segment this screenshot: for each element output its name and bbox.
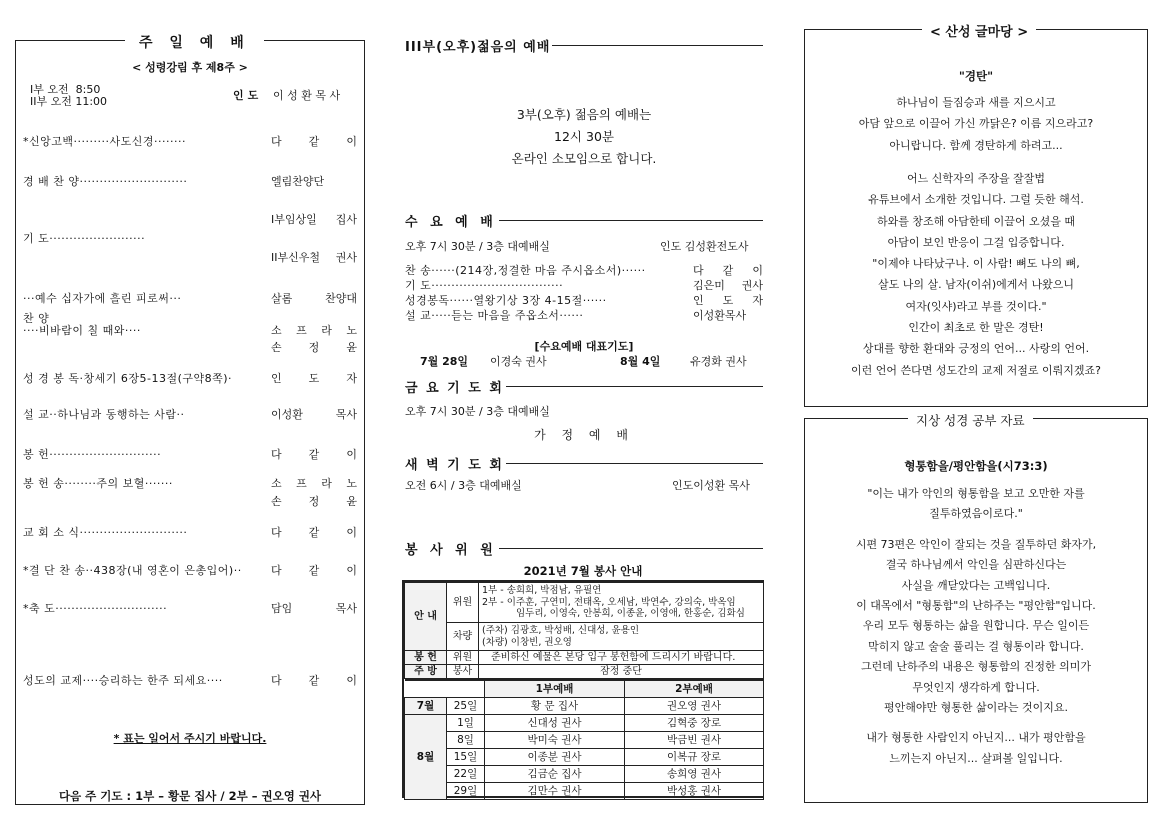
- worship-row: [23, 290, 357, 306]
- guide-member-line: 임두리, 이영숙, 안봉희, 이종윤, 이영애, 한홍순, 김화심: [516, 608, 745, 620]
- worship-row-label: ···예수 십자가에 흘린 피로써···: [23, 292, 182, 305]
- wednesday-row: [405, 307, 763, 323]
- sunday-service-title: 주 일 예 배: [125, 32, 264, 52]
- worship-row-right: 소 프 라 노: [271, 324, 357, 337]
- wednesday-row-label: 성경봉독······열왕기상 3장 4-15절······: [405, 294, 607, 307]
- text-line: 내가 형통한 사람인지 아닌지... 내가 평안함을: [866, 731, 1086, 745]
- service-heading: 2021년 7월 봉사 안내: [523, 564, 643, 578]
- schedule-date: 29일: [447, 782, 485, 799]
- worship-row: [23, 370, 357, 386]
- wednesday-prayer-name-2: 유경화 권사: [690, 355, 747, 368]
- guide-role-members: 위원: [447, 583, 479, 623]
- guide-role-car: 차량: [447, 623, 479, 651]
- worship-row: [23, 446, 357, 462]
- schedule-s1: 이종분 권사: [485, 748, 625, 765]
- worship-row: [23, 173, 357, 189]
- study-heading: 형통함을/평안함을(시73:3): [904, 459, 1048, 473]
- schedule-s2: 박성홍 권사: [625, 782, 764, 799]
- standing-note: * 표는 일어서 주시기 바랍니다.: [113, 732, 267, 745]
- text-line: "이는 내가 악인의 형통함을 보고 오만한 자를: [867, 487, 1085, 500]
- text-line: 느끼는지 아닌지... 살펴볼 일입니다.: [889, 751, 1063, 765]
- schedule-s1: 김만수 권사: [485, 782, 625, 799]
- table-row: [405, 748, 764, 765]
- wednesday-row-right: 이성환목사: [693, 309, 747, 322]
- schedule-date: 15일: [447, 748, 485, 765]
- worship-row: [23, 249, 357, 265]
- wednesday-header: [405, 211, 763, 230]
- service-time-2: II부 오전 11:00: [30, 95, 108, 108]
- wednesday-row: [405, 292, 763, 308]
- schedule-head-1: 1부예배: [485, 680, 625, 697]
- worship-row-right: 이성환 목사: [271, 408, 357, 421]
- worship-row-label: *결 단 찬 송··438장(내 영혼이 은총입어)··: [23, 564, 242, 577]
- worship-row-right: 소 프 라 노: [271, 477, 357, 490]
- worship-row-right: II부신우철 권사: [271, 251, 357, 264]
- worship-row-label: 설 교··하나님과 동행하는 사람··: [23, 408, 185, 421]
- text-line: 아니랍니다. 함께 경탄하게 하려고...: [889, 138, 1063, 152]
- worship-row: [23, 562, 357, 578]
- worship-row-right: 다 같 이: [271, 526, 357, 539]
- worship-row-label: 기 도························: [23, 232, 146, 245]
- text-line: 하나님이 들짐승과 새를 지으시고: [896, 96, 1056, 109]
- text-line: 시편 73편은 악인이 잘되는 것을 질투하던 화자가,: [855, 537, 1097, 551]
- wednesday-time: 오후 7시 30분 / 3층 대예배실: [405, 240, 550, 253]
- worship-row: [23, 322, 357, 338]
- wednesday-prayer-date-2: 8월 4일: [620, 355, 661, 368]
- month-aug: 8월: [405, 714, 447, 799]
- schedule-s2: 권오영 권사: [625, 697, 764, 714]
- text-line: 이런 언어 쓴다면 성도간의 교제 저절로 이뤄지겠죠?: [851, 363, 1101, 377]
- youth-service-title: III부(오후)젊음의 예배: [405, 40, 551, 55]
- dawn-header: [405, 454, 763, 473]
- worship-row-right: 다 같 이: [271, 448, 357, 461]
- schedule-s2: 김혁중 장로: [625, 714, 764, 731]
- wednesday-prayer-title: [수요예배 대표기도]: [534, 340, 634, 353]
- text-line: 평안해야만 형통한 삶이라는 것이지요.: [883, 701, 1068, 714]
- worship-row: [23, 211, 357, 227]
- table-row: [405, 697, 764, 714]
- service-table: [404, 582, 764, 679]
- wednesday-row: [405, 277, 763, 293]
- worship-row-label: 교 회 소 식···························: [23, 526, 188, 539]
- youth-service-notice: [405, 104, 763, 170]
- schedule-table: [404, 679, 764, 800]
- study-title: 지상 성경 공부 자료: [908, 411, 1033, 429]
- wednesday-row-right: 인 도 자: [693, 294, 763, 307]
- poem-heading: "경탄": [958, 69, 994, 83]
- kitchen-role: 봉사: [447, 665, 479, 679]
- schedule-head-2: 2부예배: [625, 680, 764, 697]
- worship-row: [23, 475, 357, 491]
- service-committee-header: [405, 539, 763, 558]
- wednesday-row-label: 찬 송······(214장,정결한 마음 주시옵소서)······: [405, 264, 646, 277]
- worship-row-label: 찬 양: [23, 312, 50, 325]
- text-line: 여자(잇샤)라고 부를 것이다.": [905, 299, 1047, 313]
- schedule-date: 25일: [447, 697, 485, 714]
- schedule-s2: 송희영 권사: [625, 765, 764, 782]
- worship-row-right: 다 같 이: [271, 674, 357, 687]
- text-line: 그런데 난하주의 내용은 형통함의 진정한 의미가: [860, 660, 1091, 674]
- sunday-subtitle: < 성령강림 후 제8주 >: [132, 61, 248, 74]
- worship-row-label: 봉 헌····························: [23, 448, 162, 461]
- text-line: 아담이 보인 반응이 그걸 입증합니다.: [887, 235, 1065, 249]
- worship-row-label: 성도의 교제····승리하는 한주 되세요····: [23, 674, 223, 687]
- worship-row-right: 엘림찬양단: [271, 175, 325, 188]
- worship-row-right: 손 정 윤: [271, 341, 357, 354]
- friday-time: 오후 7시 30분 / 3층 대예배실: [405, 405, 550, 418]
- text-line: 우리 모두 형통하는 삶을 원합니다. 무슨 일이든: [862, 619, 1090, 633]
- leader-name: 이 성 환 목 사: [273, 89, 341, 102]
- offering-role: 위원: [447, 651, 479, 665]
- offering-text: 준비하신 예물은 본당 입구 봉헌함에 드리시기 바랍니다.: [479, 651, 764, 665]
- wednesday-row-right: 다 같 이: [693, 264, 763, 277]
- text-line: 인간이 최초로 한 말은 경탄!: [908, 321, 1044, 334]
- table-row: [405, 714, 764, 731]
- wednesday-prayer-date-1: 7월 28일: [420, 355, 469, 368]
- wednesday-row-label: 설 교·····듣는 마음을 주옵소서······: [405, 309, 584, 322]
- worship-row: [23, 230, 357, 246]
- friday-title: 금 요 기 도 회: [405, 381, 504, 396]
- worship-row: [23, 672, 357, 688]
- worship-row-right: 다 같 이: [271, 564, 357, 577]
- text-line: "이제야 나타났구나. 이 사람! 뼈도 나의 뼈,: [872, 257, 1080, 271]
- wednesday-row-label: 기 도·································: [405, 279, 564, 292]
- wednesday-prayer-name-1: 이경숙 권사: [490, 355, 547, 368]
- worship-row-right: 손 정 윤: [271, 495, 357, 508]
- worship-row-right: 다 같 이: [271, 135, 357, 148]
- youth-line: 온라인 소모임으로 합니다.: [511, 151, 657, 166]
- worship-row-label: *신앙고백·········사도신경········: [23, 135, 186, 148]
- table-row: [405, 782, 764, 799]
- friday-header: [405, 377, 763, 396]
- text-line: 결국 하나님께서 악인을 심판하신다는: [885, 558, 1067, 572]
- text-line: 상대를 향한 환대와 긍정의 언어... 사랑의 언어.: [862, 342, 1090, 356]
- youth-service-header: [405, 36, 763, 55]
- study-body: [804, 485, 1148, 785]
- worship-row-label: *축 도····························: [23, 602, 168, 615]
- schedule-s2: 박금빈 권사: [625, 731, 764, 748]
- worship-row: [23, 524, 357, 540]
- dawn-leader: 인도이성환 목사: [672, 479, 750, 492]
- wednesday-leader: 인도 김성환전도사: [660, 240, 749, 253]
- youth-line: 3부(오후) 젊음의 예배는: [516, 107, 652, 122]
- poem-title: < 산성 글마당 >: [922, 21, 1036, 40]
- worship-row-right: 담임 목사: [271, 602, 357, 615]
- schedule-s2: 이복규 장로: [625, 748, 764, 765]
- service-table-wrap: [402, 580, 764, 798]
- next-week-prayer: 다음 주 기도 : 1부 – 황문 집사 / 2부 – 권오영 권사: [58, 789, 322, 803]
- worship-row-right: 살롬 찬양대: [271, 292, 357, 305]
- service-time-1: I부 오전 8:50: [30, 83, 101, 96]
- sunday-service-panel: [15, 40, 365, 805]
- text-line: 이 대목에서 "형통함"의 난하주는 "평안함"입니다.: [856, 599, 1096, 612]
- kitchen-text: 잠정 중단: [479, 665, 764, 679]
- worship-row-right: 인 도 자: [271, 372, 357, 385]
- schedule-s1: 박미숙 권사: [485, 731, 625, 748]
- worship-row-label: 봉 헌 송········주의 보혈·······: [23, 477, 173, 490]
- worship-row-right: I부임상일 집사: [271, 213, 357, 226]
- worship-row: [23, 406, 357, 422]
- schedule-date: 22일: [447, 765, 485, 782]
- offering-label: 봉 헌: [405, 651, 447, 665]
- worship-row-label: ····비바람이 칠 때와····: [23, 324, 141, 337]
- guide-member-line: 2부 - 이주훈, 구연미, 전태옥, 오세남, 박연수, 강의숙, 박옥임: [482, 596, 736, 608]
- dawn-title: 새 벽 기 도 회: [405, 458, 504, 473]
- text-line: 질투하였음이로다.": [929, 507, 1023, 521]
- wednesday-row-right: 김은미 권사: [693, 279, 763, 292]
- schedule-s1: 김금순 집사: [485, 765, 625, 782]
- worship-row: [23, 339, 357, 355]
- friday-text: 가 정 예 배: [534, 428, 634, 442]
- text-line: 어느 신학자의 주장을 잘잘법: [906, 171, 1045, 185]
- guide-label: 안 내: [405, 583, 447, 651]
- table-row: [405, 731, 764, 748]
- month-july: 7월: [405, 697, 447, 714]
- text-line: 막히지 않고 술술 풀리는 걸 형통이라 합니다.: [868, 639, 1084, 653]
- worship-row: [23, 133, 357, 149]
- youth-line: 12시 30분: [554, 129, 614, 144]
- wednesday-title: 수 요 예 배: [405, 215, 497, 230]
- guide-member-line: 1부 - 송희희, 박점남, 유필연: [482, 585, 602, 597]
- car-line: (주차) 김광호, 박성배, 신대성, 윤용인: [482, 625, 640, 636]
- schedule-date: 1일: [447, 714, 485, 731]
- text-line: 살도 나의 살. 남자(이쉬)에게서 나왔으니: [877, 278, 1075, 292]
- schedule-s1: 황 문 집사: [485, 697, 625, 714]
- text-line: 아담 앞으로 이끌어 가신 까닭은? 이름 지으라고?: [858, 117, 1094, 131]
- car-line: (차량) 이창빈, 권오영: [482, 636, 572, 648]
- text-line: 하와를 창조해 아담한테 이끌어 오셨을 때: [876, 214, 1076, 228]
- text-line: 유튜브에서 소개한 것입니다. 그럴 듯한 해석.: [868, 193, 1084, 207]
- worship-row: [23, 600, 357, 616]
- schedule-s1: 신대성 권사: [485, 714, 625, 731]
- text-line: 사실을 깨닫았다는 고백입니다.: [901, 578, 1051, 592]
- service-committee-title: 봉 사 위 원: [405, 543, 497, 558]
- worship-row-label: 성 경 봉 독·창세기 6장5-13절(구약8쪽)·: [23, 372, 233, 385]
- schedule-date: 8일: [447, 731, 485, 748]
- text-line: 무엇인지 생각하게 합니다.: [912, 680, 1040, 694]
- dawn-time: 오전 6시 / 3층 대예배실: [405, 479, 522, 492]
- worship-row: [23, 493, 357, 509]
- worship-row-label: 경 배 찬 양···························: [23, 175, 188, 188]
- leader-label: 인도: [233, 89, 263, 102]
- wednesday-row: [405, 262, 763, 278]
- table-row: [405, 765, 764, 782]
- poem-body: [804, 94, 1148, 394]
- kitchen-label: 주 방: [405, 665, 447, 679]
